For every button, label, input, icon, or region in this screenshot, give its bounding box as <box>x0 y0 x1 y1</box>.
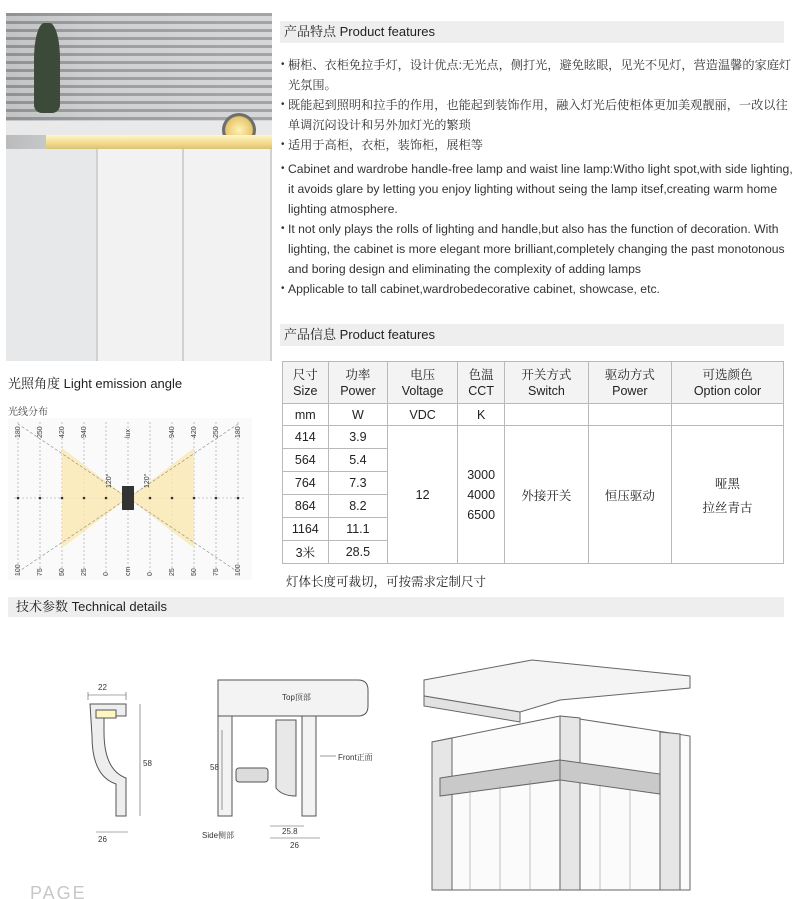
bottom-tick: 50 <box>59 568 66 576</box>
voltage-cell: 12 <box>388 426 458 564</box>
top-tick: lux <box>125 429 132 438</box>
power-cell: 8.2 <box>328 495 388 518</box>
plant-decoration <box>34 23 60 113</box>
cabinet-3d-illustration <box>424 660 690 890</box>
cabinet-door <box>98 149 184 361</box>
unit-cell: mm <box>283 404 329 426</box>
bottom-tick: 0 <box>103 572 110 576</box>
profile-section-drawing <box>88 692 140 832</box>
features-list <box>282 55 797 299</box>
install-width2-label: 26 <box>290 841 299 850</box>
angle-title: 光照角度 Light emission angle <box>8 376 183 391</box>
hero-photo <box>6 13 272 361</box>
top-tick: 940 <box>169 426 176 438</box>
color-cell: 哑黑 拉丝青古 <box>672 426 784 564</box>
power-cell: 7.3 <box>328 472 388 495</box>
profile-height-label: 58 <box>143 759 152 768</box>
tech-header: 技术参数 Technical details <box>8 597 784 617</box>
power-cell: 28.5 <box>328 541 388 564</box>
size-cell: 564 <box>283 449 329 472</box>
feature-en-1: • Cabinet and wardrobe handle-free lamp and waist line lamp:Witho light spot,with side lighting, it avoids glare by letting you enjoy lighting without seing the lamp itsef,creating warm home lighting atmosphere. <box>282 159 797 219</box>
bottom-tick: 100 <box>15 564 22 576</box>
bottom-tick: 75 <box>213 568 220 576</box>
cabinet-door <box>184 149 272 361</box>
size-cell: 764 <box>283 472 329 495</box>
power-cell: 5.4 <box>328 449 388 472</box>
power-cell: 3.9 <box>328 426 388 449</box>
unit-cell: VDC <box>388 404 458 426</box>
feature-en-3: • Applicable to tall cabinet,wardrobedecorative cabinet, showcase, etc. <box>282 279 797 299</box>
led-strip-glow <box>46 135 272 149</box>
cut-note: 灯体长度可裁切，可按需求定制尺寸 <box>286 575 487 589</box>
top-label: Top顶部 <box>282 693 311 702</box>
size-cell: 1164 <box>283 518 329 541</box>
col-cct: 色温 CCT <box>458 362 505 404</box>
size-cell: 864 <box>283 495 329 518</box>
bottom-tick: cm <box>125 566 132 576</box>
light-distribution-diagram <box>8 418 252 580</box>
spec-table <box>282 361 784 564</box>
unit-cell: K <box>458 404 505 426</box>
feature-cn-1: • 橱柜、衣柜免拉手灯，设计优点:无光点，侧打光，避免眩眼，见光不见灯，营造温馨的家庭灯光氛围。 <box>282 55 797 95</box>
top-tick: 250 <box>213 426 220 438</box>
feature-en-2: • It not only plays the rolls of lighting and handle,but also has the function of decoration. With lighting, the cabinet is more elegant more brilliant,completely changing the past monotonous and boring design and eliminating the complexity of adding lamps <box>282 219 797 279</box>
feature-cn-3: • 适用于高柜，衣柜，装饰柜，展柜等 <box>282 135 797 155</box>
col-voltage: 电压 Voltage <box>388 362 458 404</box>
front-label: Front正面 <box>338 753 373 762</box>
size-cell: 414 <box>283 426 329 449</box>
lamp-profile-icon <box>122 486 134 510</box>
technical-drawings <box>0 620 800 899</box>
feature-cn-2: • 既能起到照明和拉手的作用，也能起到装饰作用，融入灯光后使柜体更加美观靓丽，一改以往单调沉闷设计和另外加灯光的繁琐 <box>282 95 797 135</box>
col-drive: 驱动方式 Power <box>588 362 671 404</box>
install-height-label: 58 <box>210 763 219 772</box>
unit-row <box>283 404 784 426</box>
top-tick: 420 <box>191 426 198 438</box>
table-header-row <box>283 362 784 404</box>
col-switch: 开关方式 Switch <box>505 362 588 404</box>
top-tick: 250 <box>37 426 44 438</box>
side-label: Side侧部 <box>202 831 235 840</box>
bottom-tick: 75 <box>37 568 44 576</box>
top-tick: 940 <box>81 426 88 438</box>
info-header: 产品信息 Product features <box>280 324 784 346</box>
top-tick: 180 <box>15 426 22 438</box>
power-cell: 11.1 <box>328 518 388 541</box>
top-tick: 180 <box>235 426 242 438</box>
features-header: 产品特点 Product features <box>280 21 784 43</box>
col-power: 功率 Power <box>328 362 388 404</box>
switch-cell: 外接开关 <box>505 426 588 564</box>
table-row <box>283 426 784 449</box>
cct-cell: 3000 4000 6500 <box>458 426 505 564</box>
bottom-tick: 0 <box>147 572 154 576</box>
col-color: 可选颜色 Option color <box>672 362 784 404</box>
bottom-tick: 50 <box>191 568 198 576</box>
angle-right-label: 120° <box>144 473 151 488</box>
bottom-tick: 25 <box>169 568 176 576</box>
unit-cell: W <box>328 404 388 426</box>
profile-base-label: 26 <box>98 835 107 844</box>
col-size: 尺寸 Size <box>283 362 329 404</box>
top-tick: 420 <box>59 426 66 438</box>
cabinet-door <box>6 149 98 361</box>
size-cell: 3米 <box>283 541 329 564</box>
drive-cell: 恒压驱动 <box>588 426 671 564</box>
bottom-tick: 100 <box>235 564 242 576</box>
bottom-tick: 25 <box>81 568 88 576</box>
angle-left-label: 120° <box>106 473 113 488</box>
install-width1-label: 25.8 <box>282 827 298 836</box>
page-watermark: PAGE <box>30 883 87 899</box>
profile-width-label: 22 <box>98 683 107 692</box>
distribution-label: 光线分布 <box>8 407 48 418</box>
